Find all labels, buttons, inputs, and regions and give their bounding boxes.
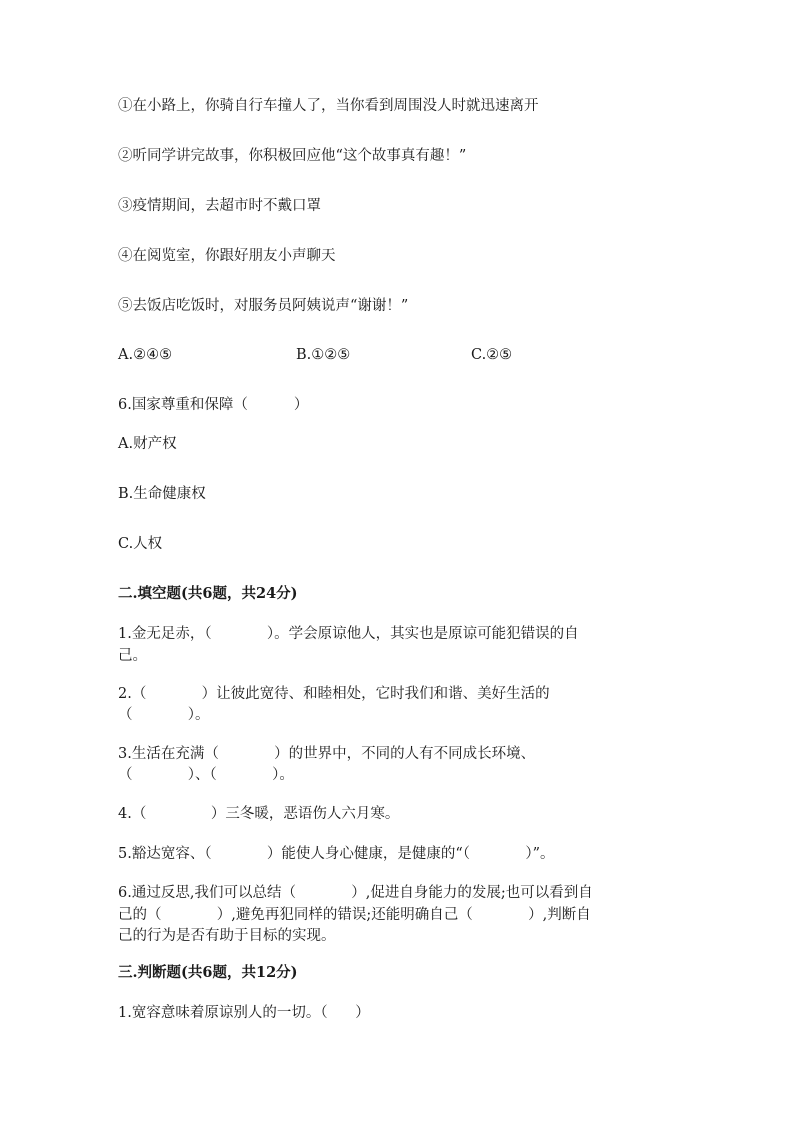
q6-option-c: C.人权 — [118, 536, 163, 552]
fill-q2-line2: （ ）。 — [118, 707, 210, 723]
fill-q1-line2: 己。 — [118, 648, 147, 664]
q5-item-3: ③疫情期间，去超市时不戴口罩 — [118, 198, 321, 214]
q5-item-1: ①在小路上，你骑自行车撞人了，当你看到周围没人时就迅速离开 — [118, 98, 539, 114]
fill-q6-line3: 己的行为是否有助于目标的实现。 — [118, 928, 336, 944]
q6-option-a: A.财产权 — [118, 436, 177, 452]
q5-option-b: B.①②⑤ — [296, 347, 351, 363]
section3-heading: 三.判断题(共6题，共12分) — [118, 964, 298, 981]
judge-q1: 1.宽容意味着原谅别人的一切。（ ） — [118, 1005, 370, 1021]
q6-option-b: B.生命健康权 — [118, 486, 206, 502]
q5-item-4: ④在阅览室，你跟好朋友小声聊天 — [118, 248, 336, 264]
q5-item-2: ②听同学讲完故事，你积极回应他“这个故事真有趣！” — [118, 148, 467, 164]
fill-q1-line1: 1.金无足赤，（ ）。学会原谅他人，其实也是原谅可能犯错误的自 — [118, 626, 579, 642]
section2-heading: 二.填空题(共6题，共24分) — [118, 585, 298, 602]
q5-option-c: C.②⑤ — [471, 347, 513, 363]
fill-q3-line1: 3.生活在充满（ ）的世界中，不同的人有不同成长环境、 — [118, 746, 536, 762]
fill-q6-line1: 6.通过反思,我们可以总结（ ）,促进自身能力的发展;也可以看到自 — [118, 885, 593, 901]
fill-q2-line1: 2.（ ）让彼此宽待、和睦相处，它时我们和谐、美好生活的 — [118, 686, 550, 702]
q6-stem: 6.国家尊重和保障（ ） — [118, 397, 309, 413]
fill-q4: 4.（ ）三冬暖，恶语伤人六月寒。 — [118, 806, 400, 822]
fill-q3-line2: （ ）、（ ）。 — [118, 767, 294, 783]
fill-q6-line2: 己的（ ）,避免再犯同样的错误;还能明确自己（ ）,判断自 — [118, 907, 591, 923]
fill-q5: 5.豁达宽容、（ ）能使人身心健康，是健康的“（ ）”。 — [118, 846, 555, 862]
q5-option-a: A.②④⑤ — [118, 347, 173, 363]
q5-item-5: ⑤去饭店吃饭时，对服务员阿姨说声“谢谢！” — [118, 298, 409, 314]
